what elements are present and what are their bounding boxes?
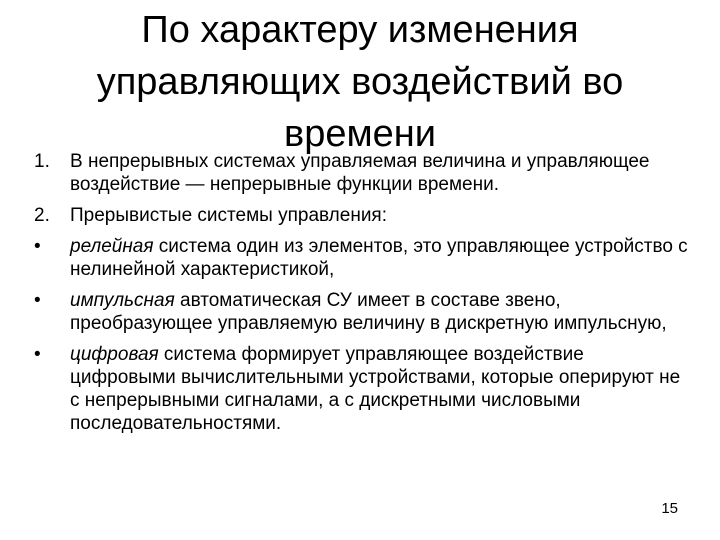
bullet-icon: •	[34, 236, 41, 257]
bullet-icon: •	[34, 344, 41, 365]
list-item-continuous	[34, 150, 694, 196]
list-number: 2.	[34, 205, 50, 226]
item-term: цифровая	[70, 344, 159, 365]
item-term: релейная	[70, 236, 154, 257]
bullet-icon: •	[34, 290, 41, 311]
item-text: система формирует управляющее воздействие цифровыми вычислительными устройствами, которые оперируют не с непрерывными сигналами, а с дискретными числовыми последовательностями.	[70, 344, 681, 434]
list-item-discontinuous	[34, 204, 694, 227]
item-term: импульсная	[70, 290, 175, 311]
slide-body	[34, 150, 694, 443]
item-text: Прерывистые системы управления:	[70, 205, 387, 226]
item-text: автоматическая СУ имеет в составе звено, преобразующее управляемую величину в дискретную импульсную,	[70, 290, 667, 334]
slide-title: По характеру изменения управляющих воздействий во времени	[96, 9, 624, 155]
list-item-digital	[34, 343, 694, 435]
list-number: 1.	[34, 151, 50, 172]
list-item-pulse	[34, 289, 694, 335]
item-text: система один из элементов, это управляющее устройство с нелинейной характеристикой,	[70, 236, 688, 280]
list-item-relay	[34, 235, 694, 281]
item-text: В непрерывных системах управляемая величина и управляющее воздействие — непрерывные функции времени.	[70, 151, 650, 195]
page-number: 15	[661, 500, 678, 517]
